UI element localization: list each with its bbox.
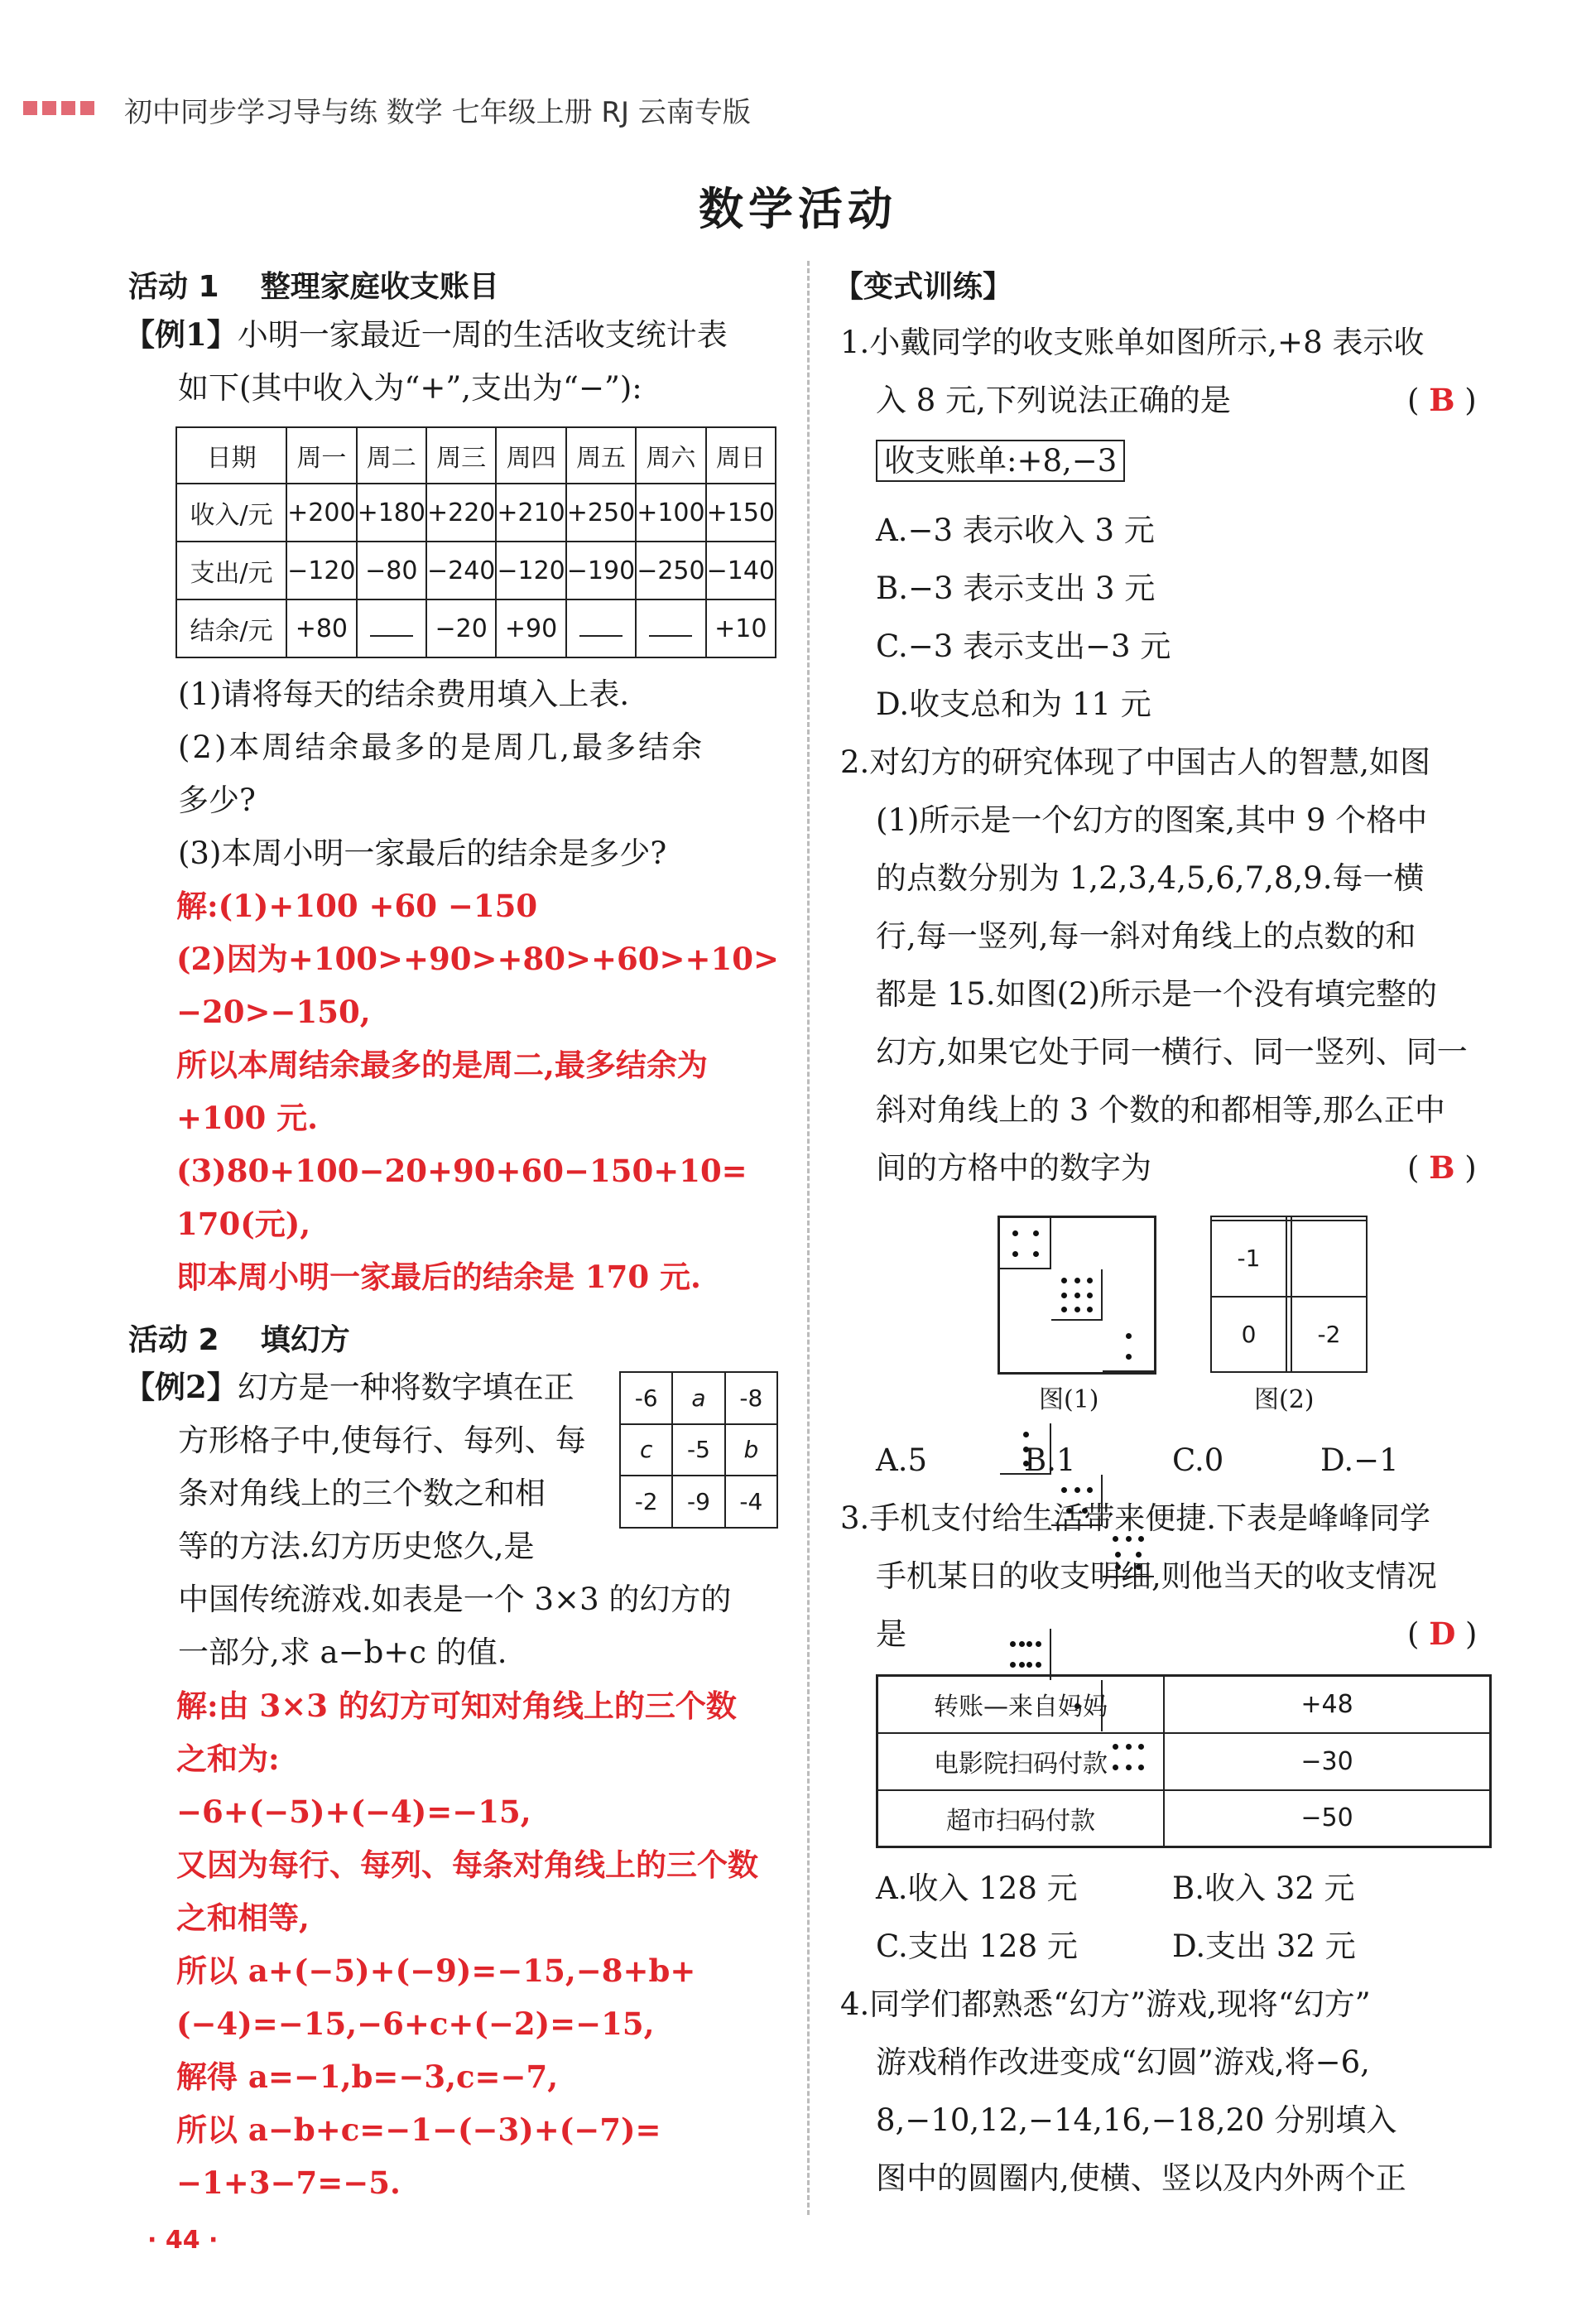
- table-row: [1211, 1297, 1367, 1372]
- table-cell: +220: [426, 484, 496, 542]
- magic-cell: -1: [1211, 1221, 1286, 1296]
- q1-answer: ( B ): [1407, 382, 1477, 418]
- solution-line: 即本周小明一家最后的结余是 170 元.: [176, 1259, 701, 1295]
- example2-line1: [124, 1369, 574, 1405]
- table-cell: +90: [496, 599, 565, 657]
- solution-line: 所以 a−b+c=−1−(−3)+(−7)=: [176, 2111, 661, 2148]
- solution-line: 解:由 3×3 的幻方可知对角线上的三个数: [176, 1688, 737, 1724]
- table-row: [1211, 1221, 1367, 1296]
- q2-line: 幻方,如果它处于同一横行、同一竖列、同一: [876, 1034, 1468, 1070]
- dot-mark: [1126, 1333, 1132, 1339]
- q1-line2: 入 8 元,下列说法正确的是: [876, 383, 1231, 418]
- dot-mark: [1113, 1536, 1118, 1542]
- table-row: [620, 1476, 777, 1528]
- q4-line: 4.同学们都熟悉“幻方”游戏,现将“幻方”: [840, 1986, 1371, 2022]
- q2-line: (1)所示是一个幻方的图案,其中 9 个格中: [876, 802, 1428, 838]
- blank-cell[interactable]: [357, 599, 426, 657]
- example1-line1: [124, 316, 728, 353]
- table-row: [877, 1733, 1491, 1790]
- solution-line: (−4)=−15,−6+c+(−2)=−15,: [176, 2005, 655, 2042]
- table-cell: −190: [566, 542, 636, 599]
- dot-mark: [1136, 1552, 1142, 1558]
- magic-cell: -6: [620, 1372, 672, 1424]
- dot-mark: [1126, 1536, 1132, 1542]
- dot-magic-square-figure: [997, 1216, 1156, 1375]
- table-header-row: [176, 427, 776, 484]
- solution-line: +100 元.: [176, 1100, 318, 1136]
- activity1-title: 整理家庭收支账目: [260, 270, 499, 304]
- dot-mark: [1019, 1641, 1025, 1647]
- table-cell: +100: [636, 484, 705, 542]
- income-expense-table: [175, 426, 776, 658]
- dot-mark: [1074, 1293, 1080, 1298]
- solution-line: 又因为每行、每列、每条对角线上的三个数: [176, 1847, 758, 1883]
- table-header-cell: 周一: [286, 427, 356, 484]
- solution-line: 所以 a+(−5)+(−9)=−15,−8+b+: [176, 1952, 696, 1989]
- dot-mark: [1074, 1278, 1080, 1283]
- dot-mark: [1087, 1293, 1093, 1298]
- q2-answer: ( B ): [1407, 1149, 1477, 1186]
- table-header-cell: 周六: [636, 427, 705, 484]
- header-decoration: [23, 101, 94, 115]
- solution-line: 之和相等,: [176, 1900, 310, 1936]
- q1-option-d: D.收支总和为 11 元: [876, 686, 1151, 722]
- example2-tag: 【例2】: [124, 1369, 238, 1405]
- dot-mark: [1074, 1487, 1080, 1493]
- q3-answer: ( D ): [1407, 1615, 1478, 1652]
- table-header-cell: 周二: [357, 427, 426, 484]
- q2-option-c: C.0: [1172, 1442, 1224, 1478]
- table-cell: 结余/元: [176, 599, 286, 657]
- table-header-cell: 周日: [706, 427, 776, 484]
- book-header: 初中同步学习导与练 数学 七年级上册 RJ 云南专版: [124, 96, 751, 129]
- dot-mark: [1010, 1641, 1016, 1647]
- table-cell: +180: [357, 484, 426, 542]
- solution-line: 170(元),: [176, 1206, 311, 1242]
- dot-mark: [1026, 1641, 1032, 1647]
- q3-option-d: D.支出 32 元: [1172, 1928, 1356, 1964]
- magic-cell: a: [672, 1372, 724, 1424]
- activity2-heading: [128, 1317, 350, 1359]
- table-cell: −250: [636, 542, 705, 599]
- dot-mark: [1061, 1293, 1067, 1298]
- q1-line1: 1.小戴同学的收支账单如图所示,+8 表示收: [840, 325, 1425, 360]
- magic-cell: -2: [620, 1476, 672, 1528]
- dot-mark: [1138, 1536, 1144, 1542]
- example1-tag: 【例1】: [124, 316, 238, 353]
- solution-line: −20>−150,: [176, 994, 371, 1030]
- table-row: [620, 1372, 777, 1424]
- magic-cell: b: [725, 1424, 777, 1476]
- column-divider: [807, 261, 810, 2215]
- q2-line: 斜对角线上的 3 个数的和都相等,那么正中: [876, 1092, 1445, 1128]
- dot-mark: [1019, 1662, 1025, 1668]
- dot-mark: [1087, 1278, 1093, 1283]
- q2-line: 的点数分别为 1,2,3,4,5,6,7,8,9.每一横: [876, 860, 1425, 896]
- solution-line: 之和为:: [176, 1741, 280, 1777]
- activity1-heading: [128, 263, 499, 306]
- dot-mark: [1012, 1230, 1018, 1236]
- table-row: [176, 484, 776, 542]
- table-cell: −80: [357, 542, 426, 599]
- dot-mark: [1061, 1278, 1067, 1283]
- dot-cell: [1103, 1321, 1154, 1372]
- q3-line: 是: [876, 1616, 906, 1652]
- table-row: [176, 542, 776, 599]
- question-2b: 多少?: [178, 782, 256, 818]
- magic-cell: 0: [1211, 1297, 1286, 1372]
- incomplete-magic-square: [1210, 1216, 1368, 1373]
- table-cell: −50: [1164, 1790, 1491, 1847]
- question-1: (1)请将每天的结余费用填入上表.: [178, 677, 630, 712]
- table-cell: −240: [426, 542, 496, 599]
- table-header-cell: 周三: [426, 427, 496, 484]
- blank-cell[interactable]: [636, 599, 705, 657]
- question-2a: (2)本周结余最多的是周几,最多结余: [178, 729, 705, 765]
- q2-answer-value: B: [1429, 1149, 1455, 1186]
- fig1-caption: 图(1): [1039, 1385, 1099, 1414]
- dot-mark: [1061, 1487, 1067, 1493]
- solution-line: 解:(1)+100 +60 −150: [176, 888, 538, 924]
- table-row: [877, 1790, 1491, 1847]
- q2-line: 间的方格中的数字为: [876, 1150, 1151, 1186]
- q2-option-b: B.1: [1024, 1442, 1076, 1478]
- table-cell: +200: [286, 484, 356, 542]
- solution-line: (3)80+100−20+90+60−150+10=: [176, 1153, 748, 1189]
- q4-line: 图中的圆圈内,使横、竖以及内外两个正: [876, 2160, 1406, 2196]
- magic-cell: -9: [672, 1476, 724, 1528]
- table-cell: −140: [706, 542, 776, 599]
- dot-mark: [1074, 1307, 1080, 1312]
- dot-mark: [1033, 1230, 1039, 1236]
- q4-line: 8,−10,12,−14,16,−18,20 分别填入: [876, 2102, 1397, 2138]
- table-row: [176, 599, 776, 657]
- bill-box: [876, 443, 1125, 479]
- table-cell: −20: [426, 599, 496, 657]
- fig2-caption: 图(2): [1254, 1385, 1315, 1414]
- page-number: · 44 ·: [147, 2226, 219, 2255]
- q2-option-a: A.5: [876, 1442, 928, 1478]
- magic-cell: -5: [672, 1424, 724, 1476]
- dot-mark: [1087, 1487, 1093, 1493]
- table-cell: −120: [496, 542, 565, 599]
- table-cell: +250: [566, 484, 636, 542]
- solution-line: (2)因为+100>+90>+80>+60>+10>: [176, 941, 779, 977]
- magic-cell: -4: [725, 1476, 777, 1528]
- q3-option-a: A.收入 128 元: [876, 1871, 1078, 1906]
- table-cell: +150: [706, 484, 776, 542]
- example2-line: 一部分,求 a−b+c 的值.: [178, 1635, 507, 1670]
- dot-cell: [1051, 1269, 1103, 1321]
- table-row: [620, 1424, 777, 1476]
- dot-mark: [1115, 1552, 1121, 1558]
- dot-mark: [1012, 1251, 1018, 1257]
- example2-line: 中国传统游戏.如表是一个 3×3 的幻方的: [178, 1582, 732, 1617]
- magic-cell: -8: [725, 1372, 777, 1424]
- table-row: [877, 1676, 1491, 1733]
- q4-line: 游戏稍作改进变成“幻圆”游戏,将−6,: [876, 2044, 1370, 2080]
- variant-training-heading: 【变式训练】: [834, 270, 1013, 304]
- magic-square-example: [619, 1371, 778, 1529]
- q2-line: 2.对幻方的研究体现了中国古人的智慧,如图: [840, 744, 1431, 780]
- dot-mark: [1036, 1641, 1041, 1647]
- q1-option-c: C.−3 表示支出−3 元: [876, 628, 1171, 664]
- activity2-label: 活动 2: [128, 1323, 219, 1357]
- dot-mark: [1061, 1307, 1067, 1312]
- table-cell: +80: [286, 599, 356, 657]
- example1-line2: 如下(其中收入为“+”,支出为“−”):: [178, 370, 642, 406]
- solution-line: −1+3−7=−5.: [176, 2164, 401, 2201]
- q2-option-d: D.−1: [1320, 1442, 1399, 1478]
- q1-option-a: A.−3 表示收入 3 元: [876, 513, 1155, 548]
- bill-text: 收支账单:+8,−3: [876, 440, 1125, 482]
- q3-option-c: C.支出 128 元: [876, 1928, 1078, 1964]
- activity1-label: 活动 1: [128, 270, 219, 304]
- page-title: 数学活动: [699, 182, 897, 235]
- magic-cell: [1291, 1221, 1367, 1296]
- magic-cell: c: [620, 1424, 672, 1476]
- example2-line: 等的方法.幻方历史悠久,是: [178, 1529, 535, 1564]
- table-cell: −120: [286, 542, 356, 599]
- table-cell: +48: [1164, 1676, 1491, 1733]
- dot-cell: [1000, 1629, 1051, 1680]
- table-header-cell: 周五: [566, 427, 636, 484]
- table-cell: 电影院扫码付款: [877, 1733, 1165, 1790]
- payment-table: [876, 1674, 1492, 1848]
- example2-line: 方形格子中,使每行、每列、每: [178, 1423, 586, 1458]
- dot-mark: [1087, 1307, 1093, 1312]
- table-cell: +10: [706, 599, 776, 657]
- q1-answer-value: B: [1429, 382, 1455, 418]
- q2-line: 都是 15.如图(2)所示是一个没有填完整的: [876, 976, 1438, 1012]
- q2-line: 行,每一竖列,每一斜对角线上的点数的和: [876, 918, 1416, 954]
- solution-line: 所以本周结余最多的是周二,最多结余为: [176, 1047, 708, 1083]
- table-header-cell: 日期: [176, 427, 286, 484]
- activity2-title: 填幻方: [260, 1323, 350, 1357]
- dot-mark: [1033, 1251, 1039, 1257]
- dot-mark: [1026, 1662, 1032, 1668]
- dot-mark: [1023, 1432, 1029, 1437]
- dot-mark: [1126, 1354, 1132, 1360]
- question-3: (3)本周小明一家最后的结余是多少?: [178, 835, 667, 871]
- dot-cell: [1000, 1218, 1051, 1269]
- solution-line: −6+(−5)+(−4)=−15,: [176, 1794, 531, 1830]
- table-cell: 支出/元: [176, 542, 286, 599]
- example2-line: 条对角线上的三个数之和相: [178, 1476, 546, 1511]
- magic-cell: -2: [1291, 1297, 1367, 1372]
- table-cell: +210: [496, 484, 565, 542]
- solution-line: 解得 a=−1,b=−3,c=−7,: [176, 2058, 559, 2095]
- q3-line: 3.手机支付给生活带来便捷.下表是峰峰同学: [840, 1500, 1431, 1536]
- table-cell: 超市扫码付款: [877, 1790, 1165, 1847]
- q3-answer-value: D: [1429, 1615, 1456, 1652]
- blank-cell[interactable]: [566, 599, 636, 657]
- dot-mark: [1010, 1662, 1016, 1668]
- dot-mark: [1036, 1662, 1041, 1668]
- q3-option-b: B.收入 32 元: [1172, 1871, 1355, 1906]
- q1-option-b: B.−3 表示支出 3 元: [876, 571, 1156, 606]
- table-cell: 转账—来自妈妈: [877, 1676, 1165, 1733]
- q3-line: 手机某日的收支明细,则他当天的收支情况: [876, 1558, 1437, 1594]
- table-cell: −30: [1164, 1733, 1491, 1790]
- example2-text: 幻方是一种将数字填在正: [237, 1370, 574, 1405]
- table-header-cell: 周四: [496, 427, 565, 484]
- example1-text1: 小明一家最近一周的生活收支统计表: [237, 317, 728, 353]
- table-cell: 收入/元: [176, 484, 286, 542]
